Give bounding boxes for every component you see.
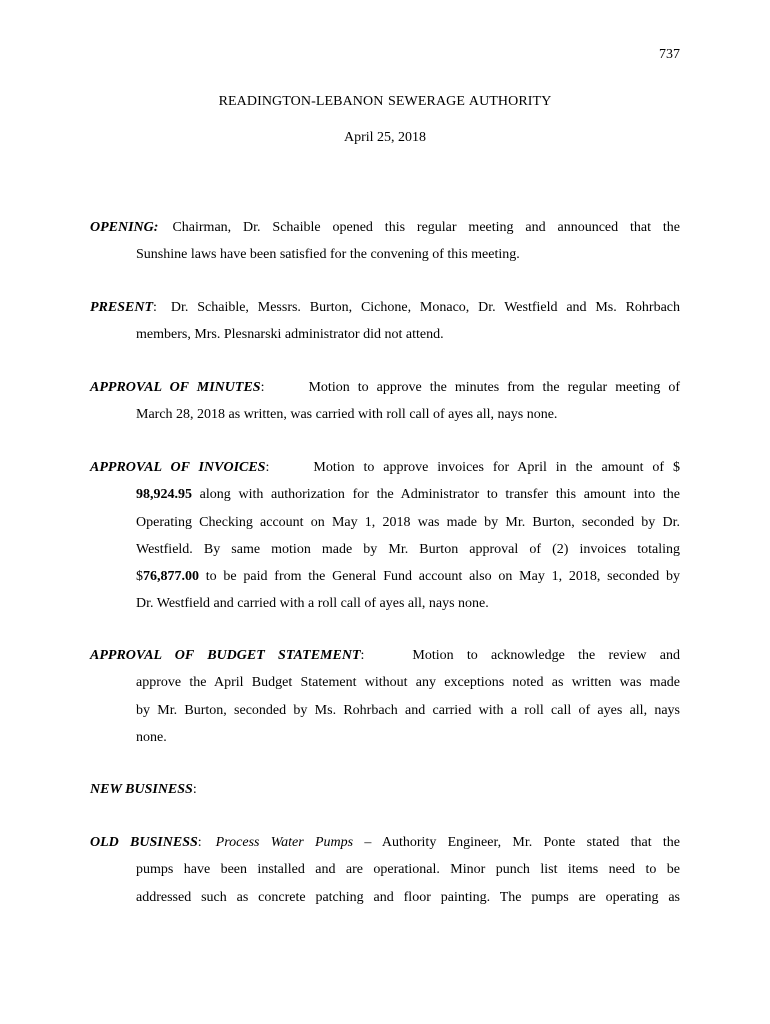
budget-line-2: approve the April Budget Statement without any exceptions noted as written was made: [136, 675, 680, 691]
old-business-section: [90, 829, 680, 911]
invoices-section: [90, 454, 680, 618]
invoices-line-4: Westfield. By same motion made by Mr. Burton approval of (2) invoices totaling: [136, 541, 680, 557]
old-business-line-1: [90, 829, 680, 856]
old-business-line-2: pumps have been installed and are operational. Minor punch list items need to be: [136, 862, 680, 878]
present-line-1: [90, 294, 680, 321]
minutes-line-1: [90, 374, 680, 401]
invoices-text-1: Motion to approve invoices for April in the amount of $: [313, 460, 680, 475]
opening-line-2: Sunshine laws have been satisfied for the convening of this meeting.: [136, 247, 520, 263]
document-title: READINGTON-LEBANON SEWERAGE AUTHORITY: [218, 94, 552, 109]
invoices-text-2: along with authorization for the Administrator to transfer this amount into the: [192, 487, 680, 503]
invoices-colon: :: [265, 460, 270, 475]
present-line-2: members, Mrs. Plesnarski administrator did not attend.: [136, 327, 444, 343]
minutes-section: [90, 374, 680, 429]
budget-line-3: by Mr. Burton, seconded by Ms. Rohrbach and carried with a roll call of ayes all, nays: [136, 702, 680, 718]
invoices-amount-2: 76,877.00: [143, 569, 199, 585]
present-text-1: Dr. Schaible, Messrs. Burton, Cichone, Monaco, Dr. Westfield and Ms. Rohrbach: [170, 300, 680, 315]
old-business-colon: :: [197, 835, 202, 850]
invoices-line-5: [90, 563, 680, 590]
invoices-line-3: Operating Checking account on May 1, 2018 was made by Mr. Burton, seconded by Dr.: [136, 514, 680, 530]
budget-line-4: none.: [136, 729, 167, 745]
old-business-topic: Process Water Pumps: [215, 835, 354, 850]
invoices-amount-1: 98,924.95: [136, 487, 192, 503]
present-section: [90, 294, 680, 349]
budget-colon: :: [360, 648, 365, 663]
budget-section: [90, 642, 680, 751]
present-heading: PRESENT: [90, 300, 154, 315]
minutes-colon: :: [260, 380, 265, 395]
opening-text-1: Chairman, Dr. Schaible opened this regular meeting and announced that the: [172, 220, 680, 235]
minutes-line-2: March 28, 2018 as written, was carried with roll call of ayes all, nays none.: [136, 407, 558, 423]
budget-line-1: [90, 642, 680, 669]
invoices-text-5: to be paid from the General Fund account also on May 1, 2018, seconded by: [199, 569, 680, 585]
new-business-section: [90, 776, 680, 803]
budget-text-1: Motion to acknowledge the review and: [412, 648, 680, 663]
minutes-text-1: Motion to approve the minutes from the regular meeting of: [308, 380, 681, 395]
new-business-colon: :: [192, 782, 197, 797]
invoices-line-6: Dr. Westfield and carried with a roll call of ayes all, nays none.: [136, 596, 489, 612]
new-business-heading: NEW BUSINESS: [90, 782, 193, 797]
old-business-text-1: – Authority Engineer, Mr. Ponte stated that the: [353, 835, 680, 850]
invoices-dollar-sign: $: [136, 569, 143, 585]
budget-heading: APPROVAL OF BUDGET STATEMENT: [90, 648, 361, 663]
page-number: 737: [659, 47, 680, 62]
old-business-line-3: addressed such as concrete patching and floor painting. The pumps are operating as: [136, 889, 680, 905]
old-business-heading: OLD BUSINESS: [90, 835, 198, 850]
minutes-heading: APPROVAL OF MINUTES: [90, 380, 261, 395]
meeting-date: April 25, 2018: [343, 130, 427, 145]
present-colon: :: [153, 300, 157, 315]
opening-heading: OPENING:: [90, 220, 159, 235]
opening-section: [90, 214, 680, 269]
invoices-heading: APPROVAL OF INVOICES: [90, 460, 266, 475]
opening-line-1: [90, 214, 680, 241]
new-business-line: [90, 776, 680, 803]
invoices-line-2: [90, 481, 680, 508]
invoices-line-1: [90, 454, 680, 481]
